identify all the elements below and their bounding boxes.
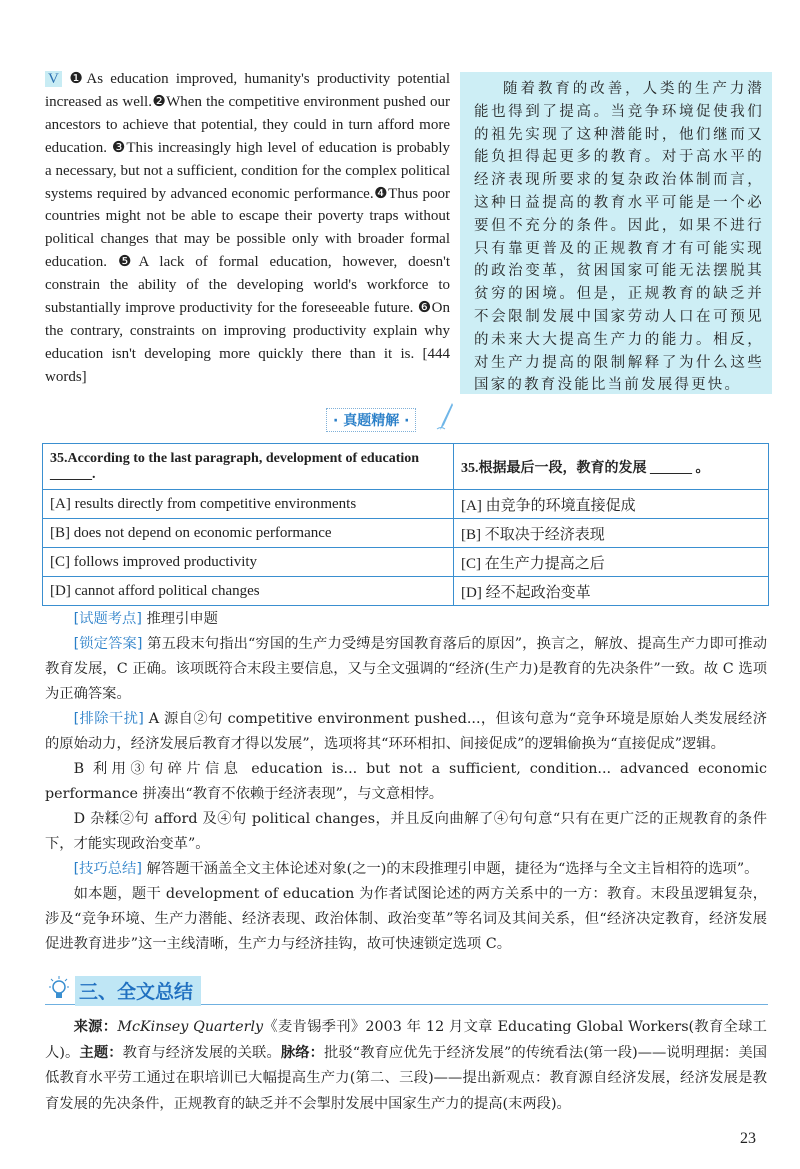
theme-text: 教育与经济发展的关联。 — [122, 1044, 281, 1061]
test-point-label: [试题考点] — [73, 611, 142, 627]
exclude-b-text: B 利用③句碎片信息 education is... but not a sufficient, condition... advanced economic performance 拼凑出“教育不依赖于经济表现”，与文意相悖。 — [45, 761, 767, 802]
english-passage-text: ❶As education improved, humanity's productivity potential increased as well.❷When the competitive environment pushed our ancestors to achieve that potential, they could in turn afford more education. ❸This increasingly high level of education is probably a necessary, but not a sufficient, condition for the complex political systems required by advanced economic performance.❹Thus poor countries might not be able to escape their poverty traps without political changes that may be possible only with broader formal education. ❺A lack of formal education, however, doesn't constrain the ability of the developing world's workforce to substantially improve productivity for the foreseeable future. ❻On the contrary, constraints on improving productivity explain why education isn't developing more quickly there than it is. [444 words] — [45, 71, 450, 385]
exclude-d-text: D 杂糅②句 afford 及④句 political changes，并且反向曲解了④句句意“只有在更广泛的正规教育的条件下，才能实现政治变革”。 — [45, 811, 767, 852]
pen-icon — [436, 402, 454, 432]
english-passage — [45, 68, 450, 389]
option-a-cn: [A] 由竞争的环境直接促成 — [454, 490, 769, 519]
option-row — [43, 577, 769, 606]
option-b-en: [B] does not depend on economic performance — [43, 519, 454, 548]
option-d-en: [D] cannot afford political changes — [43, 577, 454, 606]
exclude-distractors — [45, 707, 767, 757]
option-b-cn: [B] 不取决于经济表现 — [454, 519, 769, 548]
context-text: 批驳“教育应优先于经济发展”的传统看法(第一段)——说明理据：美国低教育水平劳工通过在职培训已大幅提高生产力(第二、三段)——提出新观点：教育源自经济发展，经济发展是教育发展的先决条件，正规教育的缺乏并不会掣肘发展中国家生产力的提高(末两段)。 — [45, 1044, 767, 1112]
test-point — [45, 607, 767, 632]
exclude-label: [排除干扰] — [73, 711, 144, 727]
skill-label: [技巧总结] — [73, 861, 142, 877]
locked-answer-text: 第五段末句指出“穷国的生产力受缚是穷国教育落后的原因”，换言之，解放、提高生产力即可推动教育发展，C 正确。该项既符合末段主要信息，又与全文强调的“经济(生产力)是教育的先决条件”一致。故 C 选项为正确答案。 — [45, 636, 767, 702]
option-d-cn: [D] 经不起政治变革 — [454, 577, 769, 606]
locked-answer — [45, 632, 767, 707]
option-c-en: [C] follows improved productivity — [43, 548, 454, 577]
theme-label: 主题： — [79, 1044, 123, 1061]
skill-example: 如本题，题干 development of education 为作者试图论述的两方关系中的一方：教育。末段虽逻辑复杂，涉及“竞争环境、生产力潜能、经济表现、政治体制、政治变革”等名词及其间关系，但“经济决定教育，经济发展促进教育进步”这一主线清晰，生产力与经济挂钩，故可快速锁定选项 C。 — [45, 886, 768, 952]
section-heading-exam-analysis: · 真题精解 · — [326, 408, 416, 432]
summary-heading: 三、全文总结 — [75, 976, 201, 1006]
source-text: 《麦肯锡季刊》2003 年 12 月文章 Educating Global Workers(教育全球工人)。 — [45, 1019, 767, 1061]
option-c-cn: [C] 在生产力提高之后 — [454, 548, 769, 577]
page-number: 23 — [740, 1130, 756, 1147]
question-stem-en: 35.According to the last paragraph, development of education ______. — [43, 444, 454, 490]
locked-answer-label: [锁定答案] — [73, 636, 143, 652]
context-label: 脉络： — [280, 1044, 324, 1061]
question-table — [42, 443, 769, 606]
source-journal: McKinsey Quarterly — [117, 1019, 264, 1035]
summary — [45, 1015, 767, 1117]
question-stem-row — [43, 444, 769, 490]
skill-text: 解答题干涵盖全文主体论述对象(之一)的末段推理引申题，捷径为“选择与全文主旨相符的选项”。 — [146, 861, 759, 877]
analysis — [45, 607, 767, 957]
exclude-a-text: A 源自②句 competitive environment pushed...，但该句意为“竞争环境是原始人类发展经济的原始动力，经济发展后教育才得以发展”，选项将其“环环相扣、间接促成”的逻辑偷换为“直接促成”逻辑。 — [45, 711, 767, 752]
option-row — [43, 519, 769, 548]
option-row — [43, 490, 769, 519]
paragraph-mark: V — [45, 71, 62, 87]
option-row — [43, 548, 769, 577]
lightbulb-icon — [47, 976, 71, 1002]
chinese-translation: 随着教育的改善，人类的生产力潜能也得到了提高。当竞争环境促使我们的祖先实现了这种潜能时，他们继而又能负担得起更多的教育。对于高水平的经济表现所要求的复杂政治体制而言，这种日益提高的教育水平可能是一个必要但不充分的条件。因此，如果不进行只有靠更普及的正规教育才有可能实现的政治变革，贫困国家可能无法摆脱其贫穷的困境。但是，正规教育的缺乏并不会限制发展中国家劳动人口在可预见的未来大大提高生产力的能力。相反，对生产力提高的限制解释了为什么这些国家的教育没能比当前发展得更快。 — [460, 72, 772, 394]
question-stem-cn: 35.根据最后一段，教育的发展 ______ 。 — [454, 444, 769, 490]
test-point-text: 推理引申题 — [146, 611, 218, 627]
source-label: 来源： — [73, 1019, 118, 1035]
option-a-en: [A] results directly from competitive environments — [43, 490, 454, 519]
section-heading-summary — [45, 974, 768, 1005]
skill-summary — [45, 857, 767, 882]
